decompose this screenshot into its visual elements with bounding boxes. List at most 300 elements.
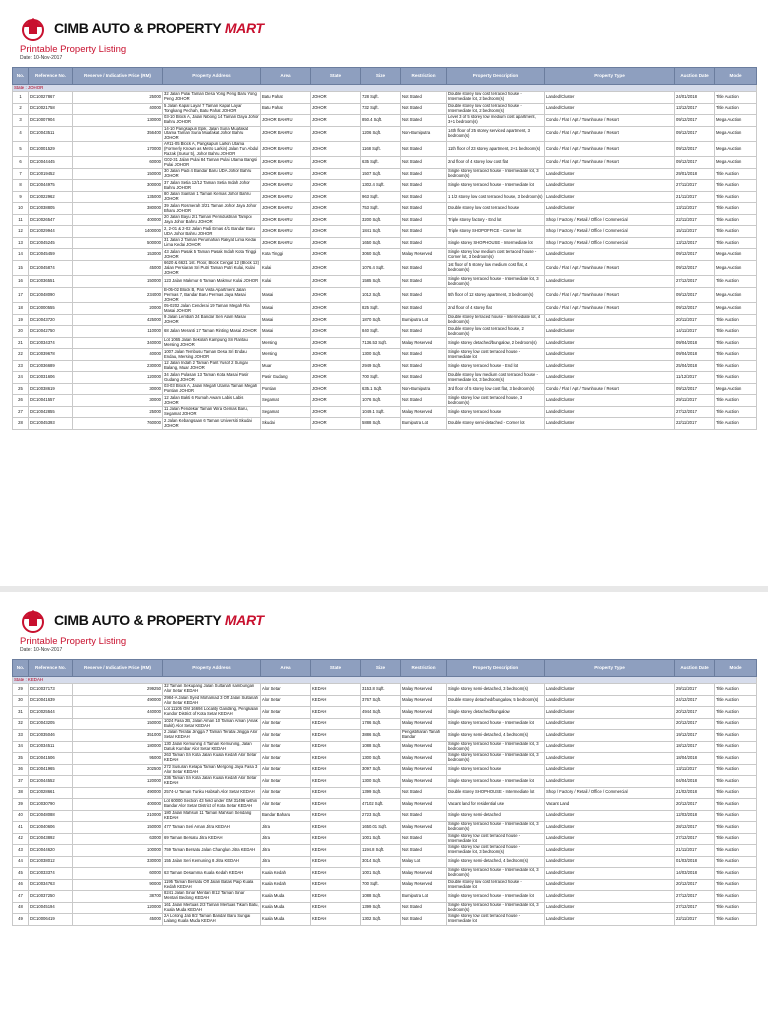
table-cell: G02-31 Jalan Pulai 84 Taman Pulai Utama Bangsi Pulai JOHOR	[163, 157, 261, 169]
table-cell: Non-Bumiputra	[401, 126, 447, 141]
table-cell: 1300 Sqft.	[361, 349, 401, 361]
table-cell: 18/04/2018	[675, 753, 715, 765]
table-row[interactable]	[13, 753, 757, 765]
table-cell: Shop / Factory / Retail / Office / Commercial	[545, 214, 675, 226]
table-cell: Landed/Cluster	[545, 868, 675, 880]
table-cell: 48	[13, 902, 29, 914]
table-cell: Landed/Cluster	[545, 372, 675, 384]
table-cell: DC10041639	[29, 695, 73, 707]
table-cell: 272 Susuran Kelapa Taman Mergong Jaya Fasa 3 Alor Setar KEDAH	[163, 764, 261, 776]
table-cell: 299250	[73, 684, 163, 696]
table-cell: 2, 2-01 & 2-02 Jalan Padi Emas 4/1 Bandar Baru UDA Johor Bahru JOHOR	[163, 226, 261, 238]
table-cell: KEDAH	[311, 787, 361, 799]
table-cell: 45	[13, 868, 29, 880]
table-cell: Landed/Cluster	[545, 879, 675, 891]
table-cell: 1870 Sqft.	[361, 314, 401, 326]
table-cell: Condo / Flat / Apt / Townhouse / Resort	[545, 383, 675, 395]
table-cell: Single storey detached/bungalow, 2 bedroom(s)	[447, 337, 545, 349]
table-cell: Not Stated	[401, 214, 447, 226]
table-cell: 04/04/2018	[675, 776, 715, 788]
table-cell: JOHOR	[311, 203, 361, 215]
table-cell: DC10045459	[29, 249, 73, 261]
table-cell: Title Auction	[715, 180, 757, 192]
table-cell: Title Auction	[715, 776, 757, 788]
table-row[interactable]	[13, 180, 757, 192]
table-cell: 95000	[73, 753, 163, 765]
table-cell: Landed/Cluster	[545, 741, 675, 753]
table-cell: KEDAH	[311, 810, 361, 822]
table-cell: 100000	[73, 845, 163, 857]
column-header: No.	[13, 68, 29, 85]
table-cell: DC10043720	[29, 314, 73, 326]
table-cell: Title Auction	[715, 787, 757, 799]
table-cell: KEDAH	[311, 730, 361, 742]
table-cell: DC10021758	[29, 103, 73, 115]
column-header: Property Address	[163, 68, 261, 85]
column-header: Property Description	[447, 660, 545, 677]
table-cell: JOHOR BAHRU	[261, 115, 311, 127]
table-cell: 09/12/2017	[675, 260, 715, 275]
table-cell: DC10045194	[29, 902, 73, 914]
table-cell: 27/12/2017	[675, 406, 715, 418]
table-row[interactable]	[13, 418, 757, 430]
table-cell: DC10043892	[29, 833, 73, 845]
table-cell: 340000	[73, 337, 163, 349]
table-row[interactable]	[13, 879, 757, 891]
table-cell: DC10044975	[29, 180, 73, 192]
column-header: Size	[361, 660, 401, 677]
table-row[interactable]	[13, 226, 757, 238]
table-cell: 1088 Sqft.	[361, 741, 401, 753]
table-cell: Malay Reserved	[401, 776, 447, 788]
table-row[interactable]	[13, 360, 757, 372]
table-cell: Single storey semi-detached	[447, 810, 545, 822]
column-header: Restriction	[401, 68, 447, 85]
table-cell: Single storey semi-detached, 4 bedroom(s)	[447, 856, 545, 868]
table-cell: Landed/Cluster	[545, 845, 675, 857]
table-cell: 09/12/2017	[675, 157, 715, 169]
table-cell: 2A Lorong Jati 8/2 Taman Bandar Baru Sungai Lalang Kuala Muda KEDAH	[163, 914, 261, 926]
table-cell: KEDAH	[311, 764, 361, 776]
table-cell: Not Stated	[401, 103, 447, 115]
table-cell: Title Auction	[715, 203, 757, 215]
table-cell: 110000	[73, 326, 163, 338]
table-row[interactable]	[13, 203, 757, 215]
table-cell: 4	[13, 126, 29, 141]
table-cell: 63 Taman Desamma Kuala Kedah KEDAH	[163, 868, 261, 880]
table-cell: 150000	[73, 168, 163, 180]
table-cell: 380000	[73, 203, 163, 215]
table-row[interactable]	[13, 868, 757, 880]
table-cell: 3rd floor of 5 storey low cost flat, 3 bedroom(s)	[447, 383, 545, 395]
table-cell: 24/01/2018	[675, 92, 715, 104]
table-cell: Landed/Cluster	[545, 168, 675, 180]
table-cell: Title Auction	[715, 276, 757, 288]
table-cell: 9 Jalan Lembah 24 Bandar Seri Alam Masai JOHOR	[163, 314, 261, 326]
table-cell: 11th floor of 23 storey apartment, 2+1 bedroom(s)	[447, 141, 545, 156]
table-cell: Jitra	[261, 822, 311, 834]
table-row[interactable]	[13, 684, 757, 696]
state-group-row	[13, 85, 757, 92]
table-row[interactable]	[13, 260, 757, 275]
table-cell: 120000	[73, 902, 163, 914]
table-row[interactable]	[13, 168, 757, 180]
table-cell: JOHOR	[311, 287, 361, 302]
table-cell: DC10045874	[29, 260, 73, 275]
table-cell: Title Auction	[715, 845, 757, 857]
table-cell: Title Auction	[715, 914, 757, 926]
table-row[interactable]	[13, 383, 757, 395]
table-cell: DC10036551	[29, 276, 73, 288]
table-cell: KEDAH	[311, 914, 361, 926]
table-cell: 3767 Sqft.	[361, 695, 401, 707]
table-cell: Pengistiharan Tanah Bandar	[401, 730, 447, 742]
table-cell: DC10041965	[29, 764, 73, 776]
column-header: Area	[261, 68, 311, 85]
table-cell: 130000	[73, 115, 163, 127]
table-cell: Landed/Cluster	[545, 360, 675, 372]
table-cell: 850.4 Sqft.	[361, 115, 401, 127]
table-cell: JOHOR BAHRU	[261, 126, 311, 141]
table-cell: Title Auction	[715, 868, 757, 880]
table-cell: Kota Tinggi	[261, 249, 311, 261]
table-row[interactable]	[13, 103, 757, 115]
table-cell: Condo / Flat / Apt / Townhouse / Resort	[545, 141, 675, 156]
table-row[interactable]	[13, 902, 757, 914]
table-cell: 425000	[73, 314, 163, 326]
table-cell: Jitra	[261, 833, 311, 845]
table-cell: KEDAH	[311, 776, 361, 788]
table-cell: 32	[13, 718, 29, 730]
table-cell: Malay Reserved	[401, 741, 447, 753]
table-cell: 230000	[73, 360, 163, 372]
table-row[interactable]	[13, 126, 757, 141]
table-row[interactable]	[13, 776, 757, 788]
table-cell: KEDAH	[311, 822, 361, 834]
table-cell: DC10038012	[29, 856, 73, 868]
table-row[interactable]	[13, 406, 757, 418]
table-cell: DC10033374	[29, 868, 73, 880]
table-cell: 150000	[73, 718, 163, 730]
table-cell: Single storey terraced house - Intermediate lot	[447, 718, 545, 730]
table-cell: KEDAH	[311, 902, 361, 914]
table-cell: 161 Jalan Mertuas 2/3 Taman Mertuas Tikam Batu, Kuala Muda KEDAH	[164, 902, 259, 912]
table-cell: Title Auction	[715, 237, 757, 249]
table-row[interactable]	[13, 741, 757, 753]
table-cell: JOHOR	[311, 326, 361, 338]
listing-table	[12, 67, 757, 430]
table-cell: Title Auction	[715, 326, 757, 338]
table-cell: Double storey terraced house - Intermediate lot, 4 bedroom(s)	[447, 314, 545, 326]
table-cell: Condo / Flat / Apt / Townhouse / Resort	[545, 303, 675, 315]
table-cell: Landed/Cluster	[545, 203, 675, 215]
table-cell: Title Auction	[715, 822, 757, 834]
table-cell: JOHOR	[311, 191, 361, 203]
table-cell: 24	[13, 372, 29, 384]
table-row[interactable]	[13, 707, 757, 719]
table-cell: Not Stated	[401, 303, 447, 315]
table-cell: Landed/Cluster	[545, 810, 675, 822]
table-cell: 5th floor of 12 storey apartment, 3 bedroom(s)	[447, 287, 545, 302]
table-cell: Double storey detached/bungalow, 5 bedroom(s)	[447, 695, 545, 707]
table-cell: 09/12/2017	[675, 383, 715, 395]
table-cell: Level 3 of 5 storey low medium cost apartment, 3+1 bedroom(s)	[447, 115, 545, 127]
table-cell: JOHOR	[311, 92, 361, 104]
table-cell: Lot 1065 Jalan Sekolah Kampung Sri Rantau Mersing JOHOR	[163, 337, 261, 349]
table-cell: DC10001529	[29, 141, 73, 156]
table-cell: JOHOR	[311, 226, 361, 238]
table-cell: Mega Auction	[715, 126, 757, 141]
table-cell: Jitra	[261, 845, 311, 857]
table-row[interactable]	[13, 249, 757, 261]
table-row[interactable]	[13, 326, 757, 338]
table-cell: 12	[13, 226, 29, 238]
table-cell: 27/12/2017	[675, 276, 715, 288]
table-cell: 60000	[73, 868, 163, 880]
table-cell: 3	[13, 115, 29, 127]
table-cell: DC10040606	[29, 822, 73, 834]
table-cell: 635 Sqft.	[361, 157, 401, 169]
table-cell: Alor Setar	[261, 730, 311, 742]
table-cell: Malay Reserved	[401, 868, 447, 880]
table-cell: KEDAH	[311, 707, 361, 719]
table-cell: Mega Auction	[715, 287, 757, 302]
table-cell: Landed/Cluster	[545, 914, 675, 926]
table-cell: JOHOR	[311, 126, 361, 141]
table-cell: Single storey terraced house	[447, 764, 545, 776]
table-cell: 40000	[73, 349, 163, 361]
table-cell: DC10028661	[29, 787, 73, 799]
table-cell: Masai	[261, 326, 311, 338]
table-cell: 29/11/2017	[675, 684, 715, 696]
listing-page-2	[0, 592, 768, 1024]
table-row[interactable]	[13, 115, 757, 127]
table-cell: 13/11/2017	[675, 203, 715, 215]
table-cell: 21/11/2017	[675, 191, 715, 203]
table-cell: 03-10 Block A, Jalan Nibong 14 Taman Daya Johor Bahru JOHOR	[164, 114, 259, 125]
table-cell: Kuala Kedah	[261, 879, 311, 891]
table-row[interactable]	[13, 914, 757, 926]
table-cell: 30 Jalan Padi 4 Bandar Baru UDA Johor Bahru JOHOR	[163, 168, 261, 180]
table-cell: DC10044620	[29, 845, 73, 857]
table-cell: DC10045393	[29, 418, 73, 430]
table-cell: 840 Sqft.	[361, 326, 401, 338]
table-row[interactable]	[13, 276, 757, 288]
table-row[interactable]	[13, 287, 757, 302]
table-cell: Landed/Cluster	[545, 103, 675, 115]
table-row[interactable]	[13, 845, 757, 857]
table-cell: 32 Taman Sekupang Jalan Sultanah sambungan Alor Setar KEDAH	[163, 684, 261, 696]
table-cell: Mega Auction	[715, 157, 757, 169]
table-cell: 41	[13, 822, 29, 834]
table-cell: JOHOR	[311, 395, 361, 407]
table-cell: 1024 Fasa 2B, Jalan Aman 10 Taman Aman (Anak Bukit) Alor Setar KEDAH	[163, 718, 261, 730]
table-cell: Shop / Factory / Retail / Office / Commercial	[545, 226, 675, 238]
table-cell: Alor Setar	[261, 787, 311, 799]
table-row[interactable]	[13, 372, 757, 384]
table-row[interactable]	[13, 141, 757, 156]
table-cell: Not Stated	[401, 157, 447, 169]
table-cell: 20/11/2017	[675, 314, 715, 326]
table-row[interactable]	[13, 856, 757, 868]
table-cell: Not Stated	[401, 226, 447, 238]
table-cell: Malay Reserved	[401, 337, 447, 349]
table-cell: Double storey SHOPHOUSE - Intermediate lot	[447, 787, 545, 799]
table-cell: 38700	[73, 891, 163, 903]
table-cell: 05-0202 Jalan Cenderai 19 Taman Megah Ria Masai JOHOR	[163, 303, 261, 315]
table-row[interactable]	[13, 799, 757, 811]
table-cell: Kuala Muda	[261, 891, 311, 903]
table-cell: 1302 Sqft.	[361, 914, 401, 926]
table-cell: Alor Setar	[261, 799, 311, 811]
table-cell: Title Auction	[715, 718, 757, 730]
table-cell: DC10034374	[29, 337, 73, 349]
table-cell: 753 Sqft.	[361, 203, 401, 215]
table-cell: DC10027867	[29, 92, 73, 104]
table-row[interactable]	[13, 730, 757, 742]
table-cell: Single storey low cost terraced house - Intermediate lot	[447, 914, 545, 926]
table-cell: Landed/Cluster	[545, 191, 675, 203]
table-row[interactable]	[13, 92, 757, 104]
table-cell: 1400000	[73, 226, 163, 238]
table-row[interactable]	[13, 214, 757, 226]
table-cell: Vacant land for residential use	[447, 799, 545, 811]
table-cell: 6620 & 6621 1st. Floor, Block Cengal 12 (Block 12) Jalan Persiaran Sri Putri Taman Putri Kulai, Kulai JOHOR	[164, 260, 259, 275]
table-cell: 17	[13, 287, 29, 302]
table-cell: Not Stated	[401, 902, 447, 914]
table-cell: 1088 Sqft.	[361, 891, 401, 903]
table-cell: DC10022962	[29, 191, 73, 203]
table-row[interactable]	[13, 891, 757, 903]
table-cell: 21/11/2017	[675, 845, 715, 857]
table-cell: 2	[13, 103, 29, 115]
table-cell: JOHOR	[311, 237, 361, 249]
table-cell: B-05-02 Block B, Pan Vista Apartment Jalan Permas 7, Bandar Baru Permas Jaya Masai JOHOR	[163, 287, 261, 302]
table-row[interactable]	[13, 237, 757, 249]
table-cell: 1206 Sqft.	[361, 126, 401, 141]
table-cell: Lot 60000 Section 43 held under GM 31496 within Bandar Alor Setar District of Kota Setar KEDAH	[163, 799, 261, 811]
table-cell: Pasir Gudang	[261, 372, 311, 384]
table-cell: 21	[13, 337, 29, 349]
table-cell: KEDAH	[311, 868, 361, 880]
table-row[interactable]	[13, 314, 757, 326]
table-row[interactable]	[13, 337, 757, 349]
table-cell: 1076 Sqft.	[361, 395, 401, 407]
table-row[interactable]	[13, 764, 757, 776]
table-cell: Masai	[261, 314, 311, 326]
table-cell: 22/11/2017	[675, 418, 715, 430]
table-cell: Not Stated	[401, 349, 447, 361]
table-cell: Title Auction	[715, 418, 757, 430]
table-cell: Alor Setar	[261, 695, 311, 707]
table-cell: Title Auction	[715, 730, 757, 742]
table-cell: JOHOR	[311, 418, 361, 430]
table-cell: 728 Sqft.	[361, 92, 401, 104]
table-cell: Condo / Flat / Apt / Townhouse / Resort	[545, 157, 675, 169]
listing-date: Date: 10-Nov-2017	[20, 55, 63, 61]
table-cell: KEDAH	[311, 684, 361, 696]
table-cell: Single storey semi-detached, 3 bedroom(s)	[447, 684, 545, 696]
table-cell: 37 Jalan Setia 12/12 Taman Setia Indah Johor Bahru JOHOR	[163, 180, 261, 192]
table-cell: Malay Reserved	[401, 822, 447, 834]
table-cell: 170000	[73, 141, 163, 156]
table-cell: 1300 Sqft.	[361, 753, 401, 765]
table-cell: 120000	[73, 372, 163, 384]
table-cell: KEDAH	[311, 695, 361, 707]
table-cell: 10	[13, 203, 29, 215]
table-cell: Non-Bumiputra	[401, 383, 447, 395]
column-header: Area	[261, 660, 311, 677]
table-cell: KEDAH	[311, 856, 361, 868]
table-row[interactable]	[13, 303, 757, 315]
table-cell: KEDAH	[311, 799, 361, 811]
table-cell: Triple storey SHOPOFFICE - Corner lot	[447, 226, 545, 238]
table-row[interactable]	[13, 395, 757, 407]
table-cell: 22	[13, 349, 29, 361]
table-cell: Bandar Baharu	[261, 810, 311, 822]
table-cell: 5 Jalan Kapal Layar 7 Taman Kapal Layar Tongkang Pechah, Batu Pahat JOHOR	[163, 103, 261, 115]
table-cell: JOHOR	[311, 360, 361, 372]
table-cell: 2574-U Taman Tunku Habsah Alor Setar KEDAH	[163, 787, 261, 799]
table-cell: 1300 Sqft.	[361, 776, 401, 788]
column-header: State	[311, 68, 361, 85]
table-row[interactable]	[13, 349, 757, 361]
table-row[interactable]	[13, 191, 757, 203]
table-cell: Mega Auction	[715, 249, 757, 261]
table-cell: Single storey detached/bungalow	[447, 707, 545, 719]
table-cell: Single storey low cost terraced house - Intermediate lot	[447, 349, 545, 361]
table-cell: 1195 Taman Bersatu Off Jalan Batas Paip Kuala Kedah KEDAH	[163, 879, 261, 891]
table-row[interactable]	[13, 695, 757, 707]
table-cell: 27/11/2017	[675, 180, 715, 192]
column-header: Property Type	[545, 660, 675, 677]
table-cell: DC10035046	[29, 730, 73, 742]
table-cell: JOHOR BAHRU	[261, 168, 311, 180]
state-group-row	[13, 677, 757, 684]
table-cell: 5	[13, 141, 29, 156]
table-cell: Title Auction	[715, 395, 757, 407]
table-cell: 490000	[73, 787, 163, 799]
table-cell: 18/12/2017	[675, 741, 715, 753]
table-cell: DC10045245	[29, 237, 73, 249]
table-cell: 29/01/2018	[675, 168, 715, 180]
table-cell: 11 Jalan Pendekar Taman Wira Gemas Baru, Segamat JOHOR	[163, 406, 261, 418]
table-cell: 09/12/2017	[675, 115, 715, 127]
table-cell: 210000	[73, 810, 163, 822]
table-cell: Double storey low cost terraced house - Intermediate lot	[447, 879, 545, 891]
table-cell: Malay Reserved	[401, 707, 447, 719]
table-cell: JOHOR BAHRU	[261, 237, 311, 249]
table-cell: JOHOR	[311, 383, 361, 395]
table-cell: DC10044552	[29, 776, 73, 788]
table-cell: Single storey terraced house - Intermediate lot, 3 bedroom(s)	[447, 168, 545, 180]
column-header: Size	[361, 68, 401, 85]
table-row[interactable]	[13, 833, 757, 845]
table-row[interactable]	[13, 810, 757, 822]
table-row[interactable]	[13, 822, 757, 834]
table-row[interactable]	[13, 787, 757, 799]
table-cell: 6	[13, 157, 29, 169]
table-cell: 500000	[73, 237, 163, 249]
table-cell: Malay Reserved	[401, 695, 447, 707]
column-header: Mode	[715, 660, 757, 677]
table-cell: 24/12/2017	[675, 695, 715, 707]
table-cell: Malay Reserved	[401, 249, 447, 261]
table-row[interactable]	[13, 157, 757, 169]
table-cell: Muar	[261, 360, 311, 372]
table-row[interactable]	[13, 718, 757, 730]
table-cell: 330000	[73, 856, 163, 868]
